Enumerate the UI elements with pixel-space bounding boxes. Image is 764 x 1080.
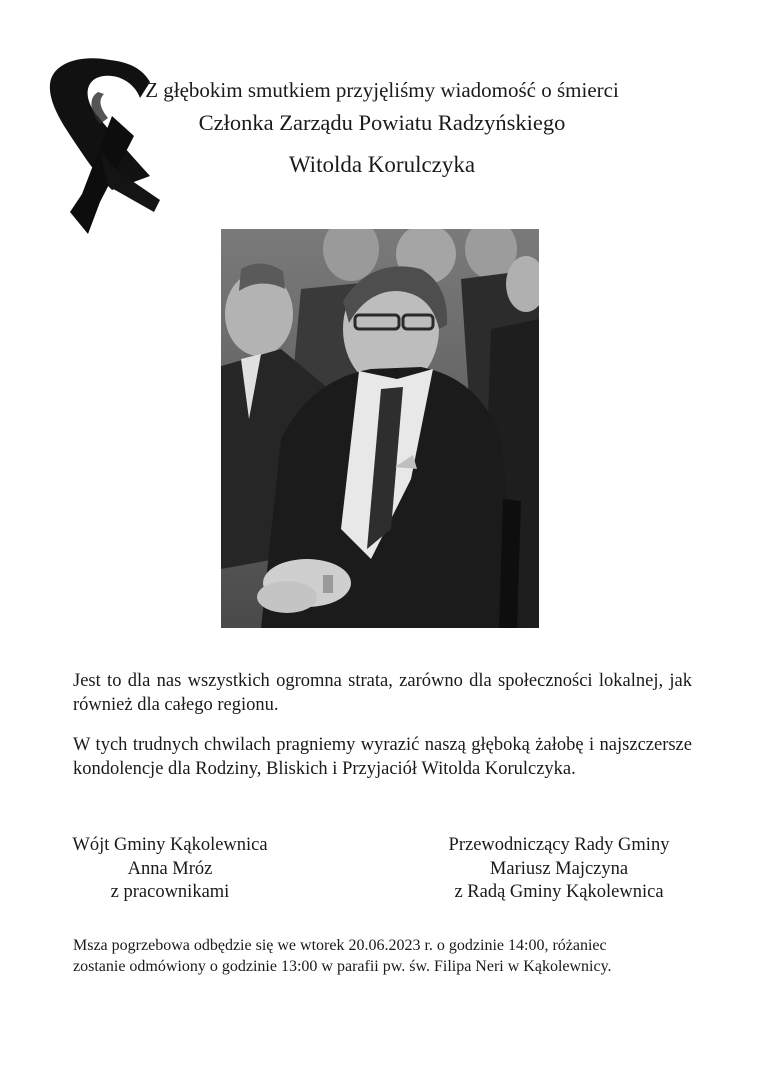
deceased-name: Witolda Korulczyka xyxy=(288,152,476,177)
signature-left xyxy=(63,834,277,905)
signature-right-name: Mariusz Majczyna xyxy=(489,858,629,879)
paragraph-condolences: W tych trudnych chwilach pragniemy wyrazić naszą głęboką żałobę i najszczersze kondolencje dla Rodziny, Bliskich i Przyjaciół Witolda Korulczyka. xyxy=(73,735,692,779)
signature-left-title: Wójt Gminy Kąkolewnica xyxy=(72,835,268,855)
heading-line-1: Z głębokim smutkiem przyjęliśmy wiadomość o śmierci xyxy=(145,78,619,102)
portrait-photo xyxy=(221,229,539,628)
signature-left-name: Anna Mróz xyxy=(127,858,213,879)
funeral-info-line-2: zostanie odmówiony o godzinie 13:00 w parafii pw. św. Filipa Neri w Kąkolewnicy. xyxy=(73,958,612,975)
signature-right-title: Przewodniczący Rady Gminy xyxy=(448,835,670,855)
signature-left-with: z pracownikami xyxy=(110,882,230,902)
funeral-info xyxy=(73,935,693,977)
heading-line-2: Członka Zarządu Powiatu Radzyńskiego xyxy=(198,110,566,135)
paragraph-loss: Jest to dla nas wszystkich ogromna strata, zarówno dla społeczności lokalnej, jak również dla całego regionu. xyxy=(73,671,692,715)
signature-right xyxy=(432,834,686,905)
funeral-info-line-1: Msza pogrzebowa odbędzie się we wtorek 20.06.2023 r. o godzinie 14:00, różaniec xyxy=(73,937,607,954)
signature-right-with: z Radą Gminy Kąkolewnica xyxy=(454,882,664,902)
